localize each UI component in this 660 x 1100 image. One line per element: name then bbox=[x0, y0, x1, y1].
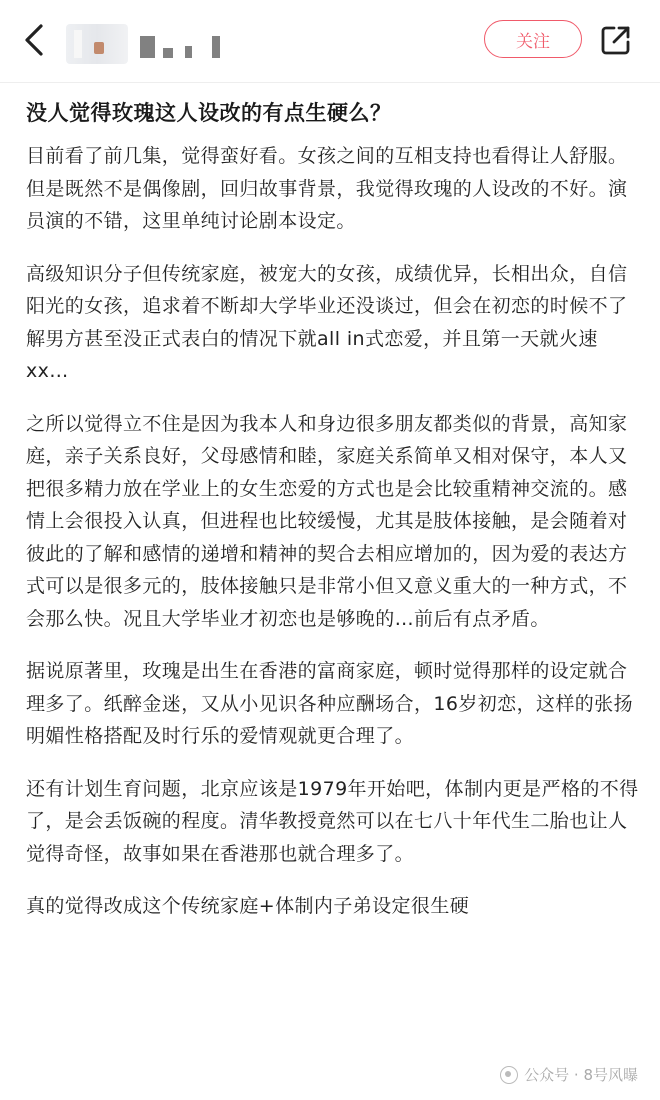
watermark-text: 公众号 · 8号风曝 bbox=[524, 1066, 638, 1084]
post-paragraph-6: 真的觉得改成这个传统家庭+体制内子弟设定很生硬 bbox=[26, 895, 470, 917]
share-button[interactable] bbox=[596, 20, 636, 60]
chevron-left-icon bbox=[23, 23, 45, 57]
post-paragraph-2: 高级知识分子但传统家庭，被宠大的女孩，成绩优异，长相出众，自信阳光的女孩，追求着不断却大学毕业还没谈过，但会在初恋的时候不了解男方甚至没正式表白的情况下就all in式恋爱，并且第一天就火速xx… bbox=[26, 262, 628, 382]
post-title: 没人觉得玫瑰这人设改的有点生硬么？ bbox=[26, 101, 392, 125]
post-paragraph-4: 据说原著里，玫瑰是出生在香港的富商家庭，顿时觉得那样的设定就合理多了。纸醉金迷，又从小见识各种应酬场合，16岁初恋，这样的张扬明媚性格搭配及时行乐的爱情观就更合理了。 bbox=[26, 660, 633, 747]
share-external-icon bbox=[600, 24, 632, 56]
wechat-logo-icon bbox=[500, 1066, 518, 1084]
watermark bbox=[496, 1062, 642, 1087]
follow-button[interactable]: 关注 bbox=[484, 20, 582, 58]
post-paragraph-5: 还有计划生育问题，北京应该是1979年开始吧，体制内更是严格的不得了，是会丢饭碗的程度。清华教授竟然可以在七八十年代生二胎也让人觉得奇怪，故事如果在香港那也就合理多了。 bbox=[26, 777, 639, 865]
back-button[interactable] bbox=[16, 20, 52, 60]
username-blurred[interactable] bbox=[140, 32, 220, 58]
post-paragraph-3: 之所以觉得立不住是因为我本人和身边很多朋友都类似的背景，高知家庭，亲子关系良好，父母感情和睦，家庭关系简单又相对保守，本人又把很多精力放在学业上的女生恋爱的方式也是会比较重精神交流的。感情上会很投入认真，但进程也比较缓慢，尤其是肢体接触，是会随着对彼此的了解和感情的递增和精神的契合去相应增加的，因为爱的表达方式可以是很多元的，肢体接触只是非常小但又意义重大的一种方式，不会那么快。况且大学毕业才初恋也是够晚的…前后有点矛盾。 bbox=[26, 412, 628, 630]
post-paragraph-1: 目前看了前几集，觉得蛮好看。女孩之间的互相支持也看得让人舒服。但是既然不是偶像剧，回归故事背景，我觉得玫瑰的人设改的不好。演员演的不错，这里单纯讨论剧本设定。 bbox=[26, 145, 628, 232]
post-body bbox=[26, 140, 640, 923]
top-navigation-bar bbox=[0, 0, 660, 83]
avatar[interactable] bbox=[66, 24, 128, 64]
